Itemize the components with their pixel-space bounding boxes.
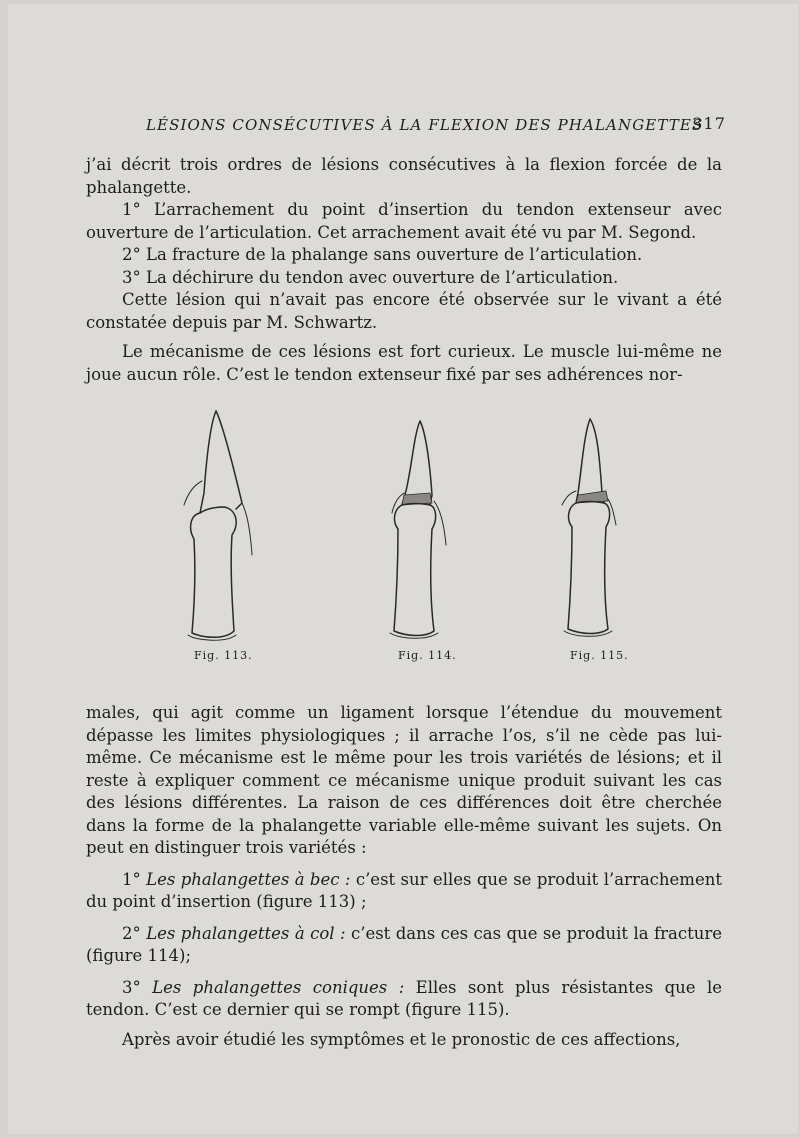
phalanx-beak-illustration: [170, 405, 270, 645]
paragraph: Cette lésion qui n’avait pas encore été observée sur le vivant a été constatée depuis par M. Schwartz.: [86, 290, 722, 332]
variety-1: [86, 869, 722, 914]
paragraph: males, qui agit comme un ligament lorsque l’étendue du mouvement dépasse les limites physiologiques ; il arrache l’os, s’il ne cède pas lui-même. Ce mécanisme est le même pour les trois variétés de lésions; et il reste à expliquer comment ce mécanisme unique produit suivant les cas des lésions différentes. La raison de ces différences doit être cherchée dans la forme de la phalangette variable elle-même suivant les sujets. On peut en distinguer trois variétés :: [86, 703, 722, 857]
variety-number: 3°: [122, 977, 141, 997]
figure-caption: Fig. 114.: [398, 649, 457, 662]
top-text-block: [86, 154, 722, 386]
list-item-3: 3° La déchirure du tendon avec ouverture de l’articulation.: [122, 267, 619, 287]
paragraph: Après avoir étudié les symptômes et le pronostic de ces affections,: [122, 1029, 681, 1049]
variety-term: Les phalangettes à col :: [146, 923, 346, 943]
figure-113: [170, 405, 270, 662]
figure-114: [368, 405, 468, 662]
list-item-2: 2° La fracture de la phalange sans ouverture de l’articulation.: [122, 245, 643, 264]
figure-115: [548, 405, 648, 662]
phalanx-conical-illustration: [548, 405, 648, 645]
phalanx-neck-illustration: [368, 405, 468, 645]
variety-text: c’est dans ces cas que se produit la fracture (figure 114);: [86, 923, 723, 965]
paragraph: Le mécanisme de ces lésions est fort curieux. Le muscle lui-même ne joue aucun rôle. C’est le tendon extenseur fixé par ses adhérences nor-: [86, 342, 722, 384]
figure-caption: Fig. 113.: [194, 649, 253, 662]
bottom-text-block: [86, 702, 722, 1051]
variety-term: Les phalangettes coniques :: [152, 977, 405, 997]
variety-number: 1°: [122, 869, 141, 889]
variety-text: Elles sont plus résistantes que le tendon. C’est ce dernier qui se rompt (figure 115).: [86, 977, 722, 1019]
variety-number: 2°: [122, 923, 141, 943]
variety-term: Les phalangettes à bec :: [146, 869, 351, 889]
variety-text: c’est sur elles que se produit l’arrachement du point d’insertion (figure 113) ;: [86, 869, 722, 911]
variety-2: [86, 923, 722, 968]
figure-caption: Fig. 115.: [570, 649, 629, 662]
header-title: LÉSIONS CONSÉCUTIVES À LA FLEXION DES PHALANGETTES: [146, 116, 704, 134]
figure-row: [170, 405, 670, 670]
variety-3: [86, 977, 722, 1022]
running-header: [146, 116, 726, 134]
page-number: 317: [692, 114, 726, 133]
paragraph: j’ai décrit trois ordres de lésions consécutives à la flexion forcée de la phalangette.: [86, 155, 722, 197]
list-item-1: 1° L’arrachement du point d’insertion du tendon extenseur avec ouverture de l’articulation. Cet arrachement avait été vu par M. Segond.: [86, 200, 722, 242]
